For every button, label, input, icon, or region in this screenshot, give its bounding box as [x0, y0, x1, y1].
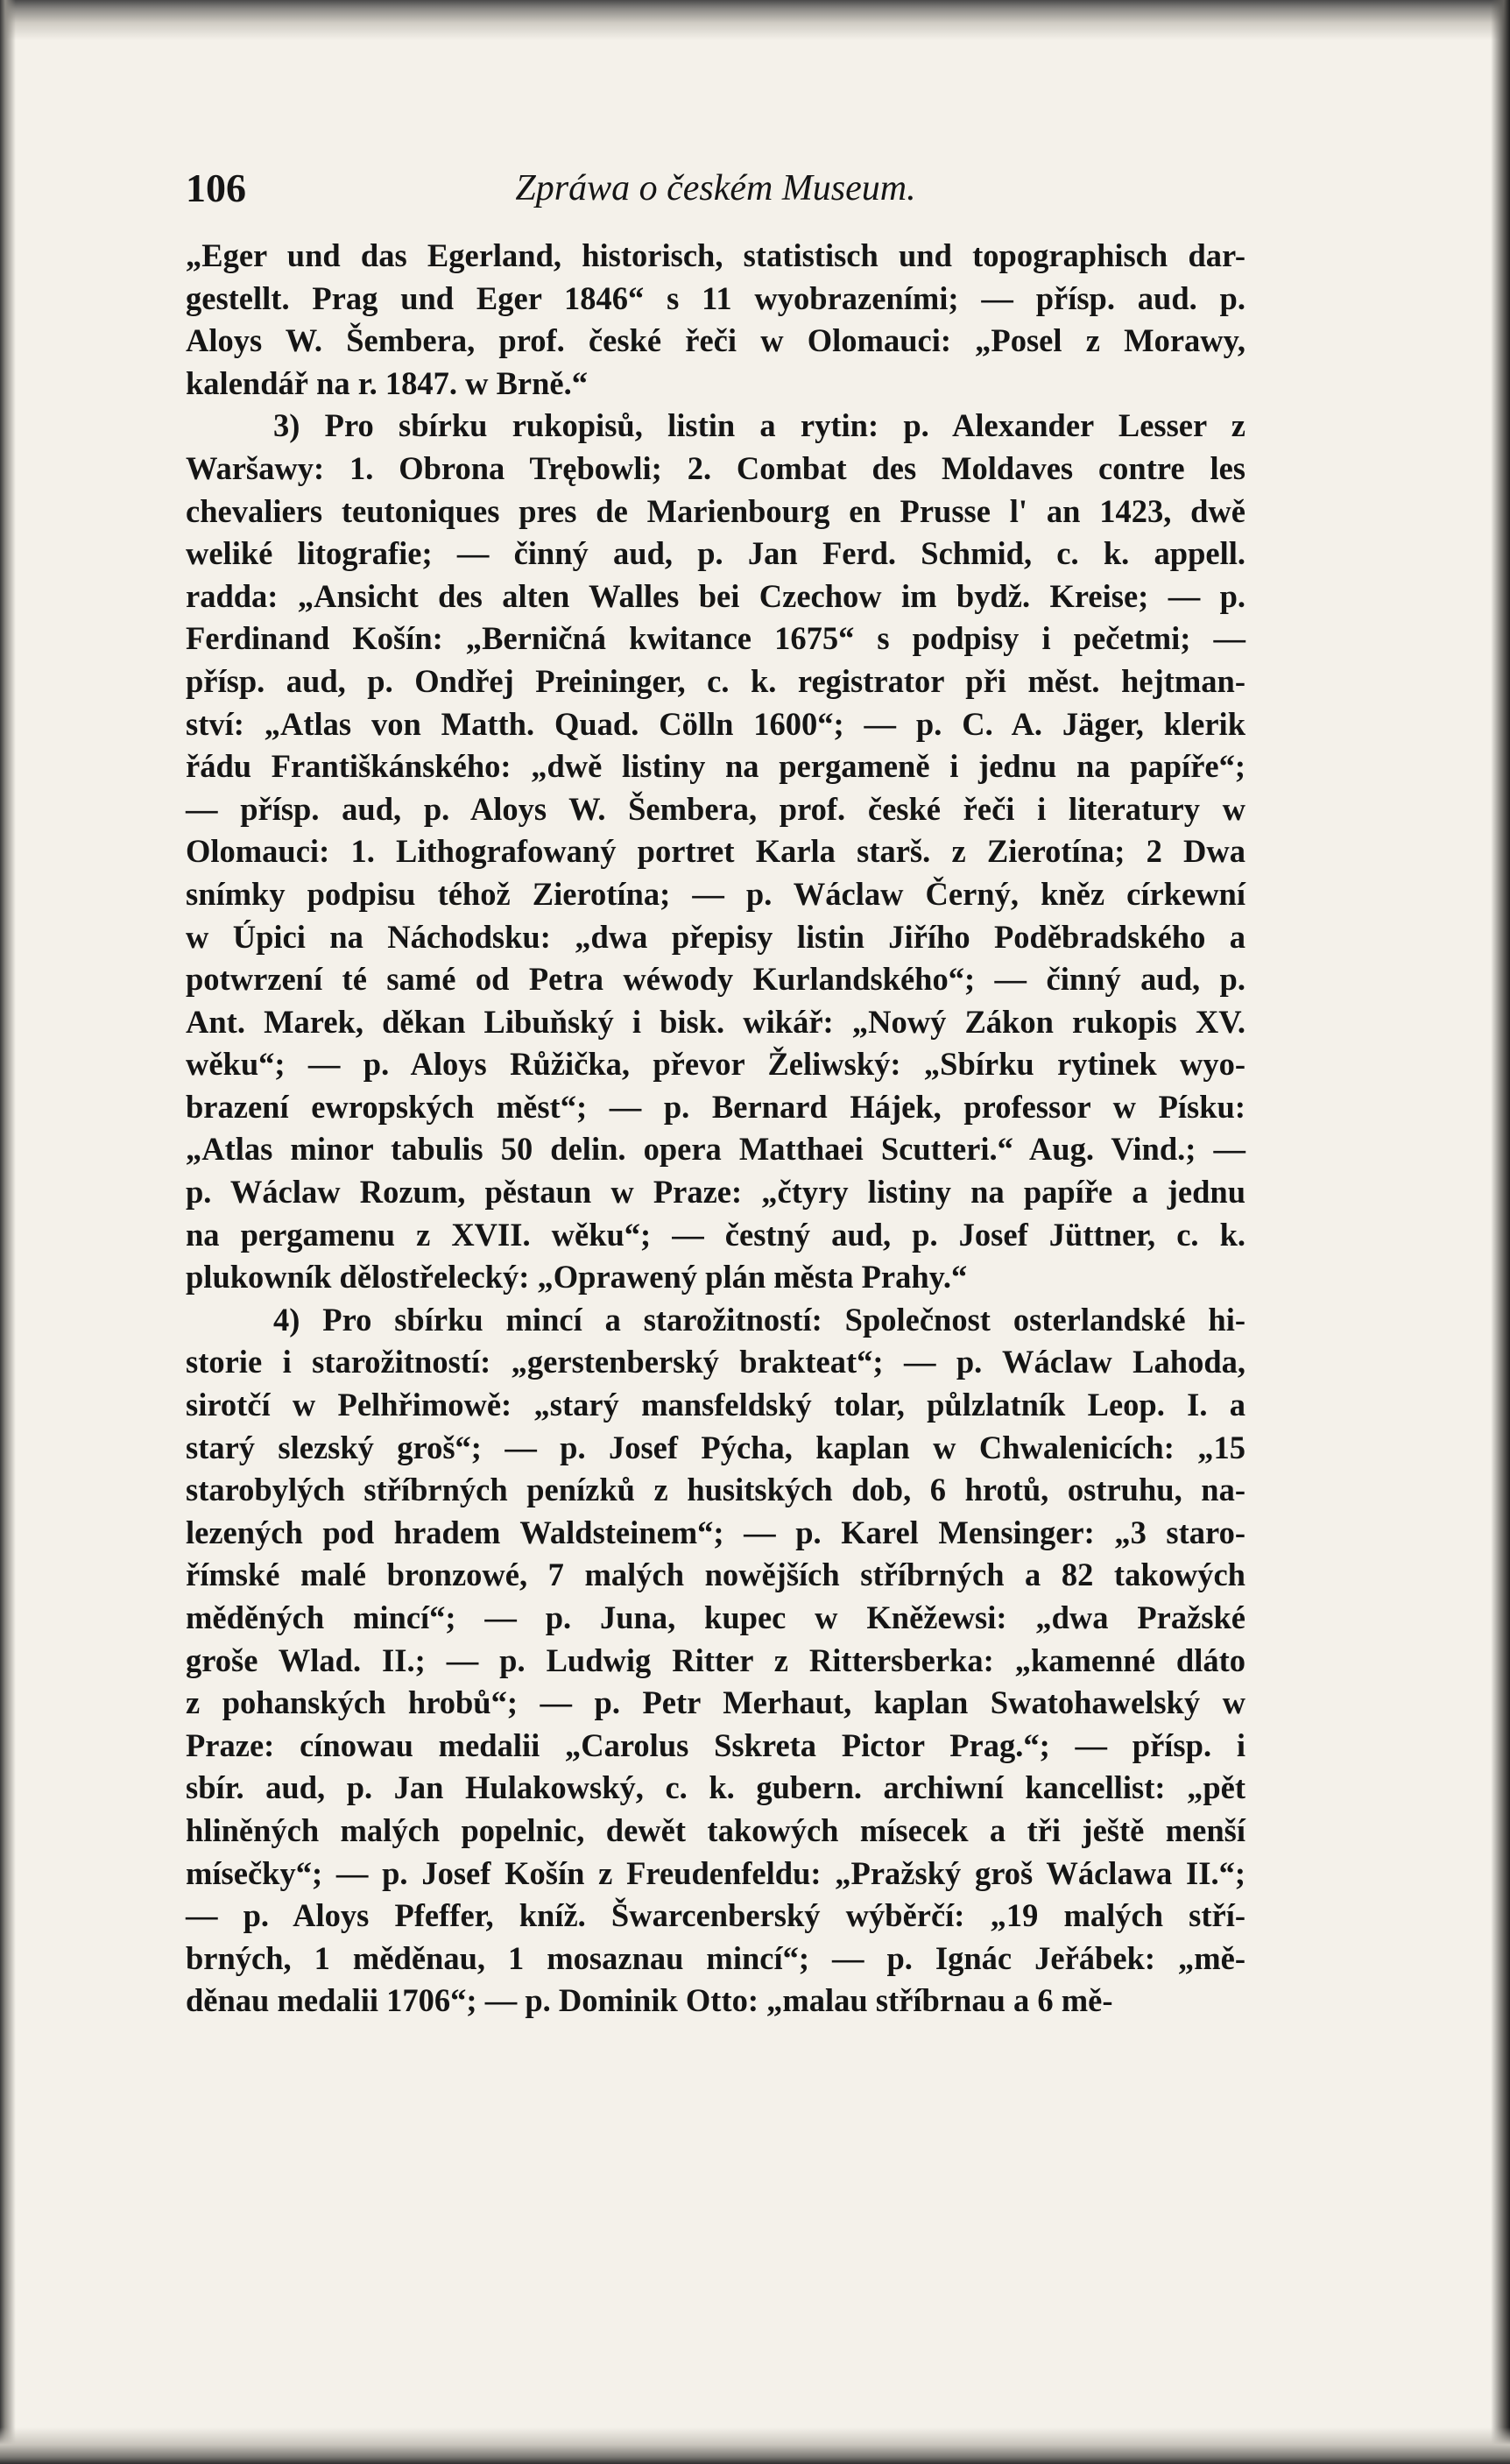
- text-line: 3) Pro sbírku rukopisů, listin a rytin: p. Alexander Lesser z: [273, 407, 1245, 444]
- text-line: 4) Pro sbírku mincí a starožitností: Společnost osterlandské hi-: [273, 1301, 1245, 1338]
- text-line: z pohanských hrobů“; — p. Petr Merhaut, kaplan Swatohawelský w: [186, 1684, 1245, 1721]
- text-line: na pergamenu z XVII. wěku“; — čestný aud, p. Josef Jüttner, c. k.: [186, 1216, 1245, 1253]
- text-line: Waršawy: 1. Obrona Trębowli; 2. Combat des Moldaves contre les: [186, 449, 1245, 486]
- text-line: chevaliers teutoniques pres de Marienbourg en Prusse l' an 1423, dwě: [186, 492, 1245, 529]
- text-line: římské malé bronzowé, 7 malých nowějších stříbrných a 82 takowých: [186, 1557, 1245, 1593]
- text-line: „Atlas minor tabulis 50 delin. opera Matthaei Scutteri.“ Aug. Vind.; —: [186, 1131, 1245, 1168]
- text-line: wěku“; — p. Aloys Růžička, převor Želiwský: „Sbírku rytinek wyo-: [186, 1046, 1245, 1083]
- scan-top-edge: [0, 0, 1510, 40]
- text-line: radda: „Ansicht des alten Walles bei Czechow im bydž. Kreise; — p.: [186, 577, 1245, 614]
- running-title: Zpráwa o českém Museum.: [515, 168, 916, 208]
- text-line: groše Wlad. II.; — p. Ludwig Ritter z Rittersberka: „kamenné dláto: [186, 1641, 1245, 1678]
- text-line: — p. Aloys Pfeffer, kníž. Šwarcenberský wýběrčí: „19 malých stří-: [186, 1897, 1245, 1934]
- text-line: mísečky“; — p. Josef Košín z Freudenfeldu: „Pražský groš Wáclawa II.“;: [186, 1854, 1245, 1891]
- text-line: — přísp. aud, p. Aloys W. Šembera, prof. české řeči i literatury w: [186, 790, 1245, 827]
- text-line: Olomauci: 1. Lithografowaný portret Karla starš. z Zierotína; 2 Dwa: [186, 833, 1245, 870]
- text-line: sirotčí w Pelhřimowě: „starý mansfeldský tolar, půlzlatník Leop. I. a: [186, 1387, 1245, 1423]
- text-line: storie i starožitností: „gerstenberský brakteat“; — p. Wáclaw Lahoda,: [186, 1344, 1245, 1380]
- text-line: Praze: cínowau medalii „Carolus Sskreta Pictor Prag.“; — přísp. i: [186, 1726, 1245, 1763]
- text-line: přísp. aud, p. Ondřej Preininger, c. k. registrator při měst. hejtman-: [186, 662, 1245, 699]
- text-line: w Úpici na Náchodsku: „dwa přepisy listin Jiřího Poděbradského a: [186, 918, 1245, 955]
- text-line: brazení ewropských měst“; — p. Bernard Hájek, professor w Písku:: [186, 1088, 1245, 1125]
- text-line: ství: „Atlas von Matth. Quad. Cölln 1600“; — p. C. A. Jäger, klerik: [186, 705, 1245, 742]
- text-line: weliké litografie; — činný aud, p. Jan Ferd. Schmid, c. k. appell.: [186, 535, 1245, 572]
- text-line: gestellt. Prag und Eger 1846“ s 11 wyobrazeními; — přísp. aud. p.: [186, 279, 1245, 316]
- text-line: brných, 1 měděnau, 1 mosaznau mincí“; — p. Ignác Jeřábek: „mě-: [186, 1939, 1245, 1976]
- scan-right-edge: [1491, 0, 1510, 2464]
- text-line: starý slezský groš“; — p. Josef Pýcha, kaplan w Chwalenicích: „15: [186, 1429, 1245, 1465]
- text-line: hliněných malých popelnic, dewět takowých mísecek a tři ještě menší: [186, 1811, 1245, 1848]
- text-line: kalendář na r. 1847. w Brně.“: [186, 364, 588, 401]
- text-line: řádu Františkánského: „dwě listiny na pergameně i jednu na papíře“;: [186, 748, 1245, 785]
- text-line: p. Wáclaw Rozum, pěstaun w Praze: „čtyry listiny na papíře a jednu: [186, 1174, 1245, 1211]
- text-line: potwrzení té samé od Petra wéwody Kurlandského“; — činný aud, p.: [186, 961, 1245, 998]
- page-number: 106: [186, 166, 246, 210]
- text-line: děnau medalii 1706“; — p. Dominik Otto: „malau stříbrnau a 6 mě-: [186, 1982, 1113, 2019]
- text-line: snímky podpisu téhož Zierotína; — p. Wáclaw Černý, kněz církewní: [186, 875, 1245, 912]
- body-text: [186, 235, 1245, 2023]
- scan-left-edge: [0, 0, 16, 2464]
- text-line: měděných mincí“; — p. Juna, kupec w Kněžewsi: „dwa Pražské: [186, 1599, 1245, 1635]
- text-line: plukowník dělostřelecký: „Oprawený plán města Prahy.“: [186, 1259, 968, 1296]
- text-line: lezených pod hradem Waldsteinem“; — p. Karel Mensinger: „3 staro-: [186, 1514, 1245, 1550]
- text-line: „Eger und das Egerland, historisch, statistisch und topographisch dar-: [186, 237, 1245, 273]
- scan-bottom-edge: [0, 2427, 1510, 2464]
- text-line: Ferdinand Košín: „Berničná kwitance 1675“ s podpisy i pečetmi; —: [186, 620, 1245, 657]
- text-line: Aloys W. Šembera, prof. české řeči w Olomauci: „Posel z Morawy,: [186, 322, 1245, 359]
- page-header: [186, 158, 1245, 219]
- text-line: sbír. aud, p. Jan Hulakowský, c. k. gubern. archiwní kancellist: „pět: [186, 1769, 1245, 1806]
- text-line: Ant. Marek, děkan Libuňský i bisk. wikář: „Nowý Zákon rukopis XV.: [186, 1003, 1245, 1040]
- text-line: starobylých stříbrných penízků z husitských dob, 6 hrotů, ostruhu, na-: [186, 1472, 1245, 1508]
